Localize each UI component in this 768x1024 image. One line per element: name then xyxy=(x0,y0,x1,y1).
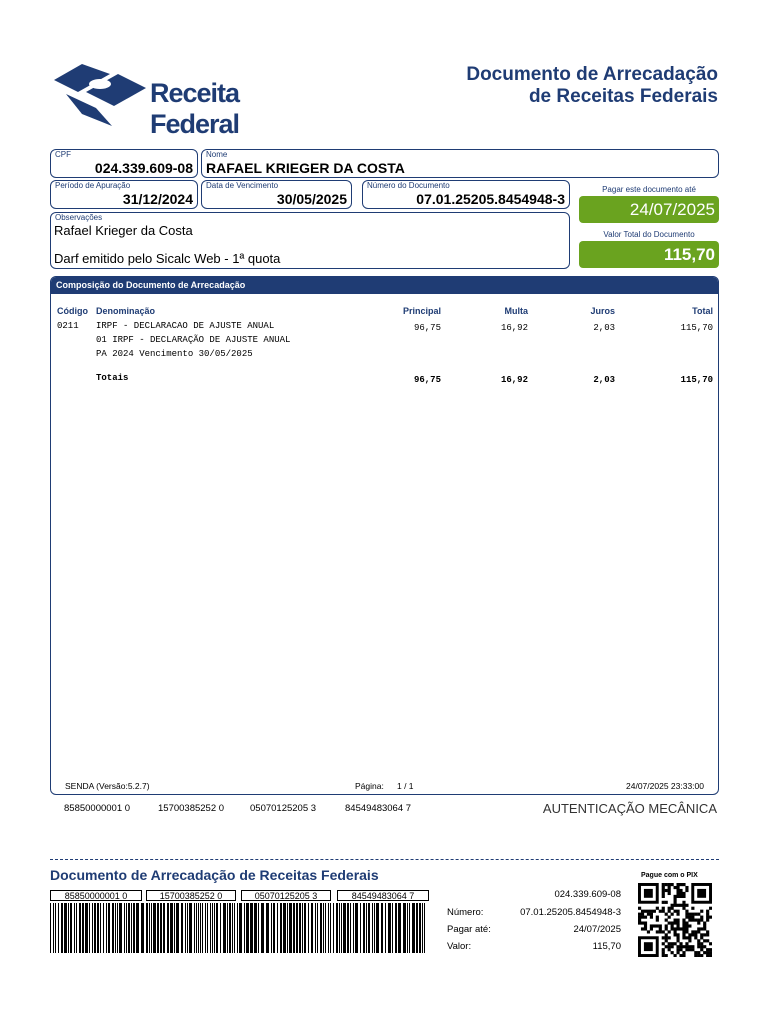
cpf-value: 024.339.609-08 xyxy=(94,160,193,176)
numero-value: 07.01.25205.8454948-3 xyxy=(416,191,565,207)
cut-line xyxy=(50,859,719,860)
stub-group-1: 85850000001 0 xyxy=(50,890,142,901)
row-denominacao-1: IRPF - DECLARACAO DE AJUSTE ANUAL xyxy=(96,321,275,331)
receita-emblem-icon xyxy=(52,62,148,126)
pix-qr-code-icon xyxy=(638,883,712,957)
pagar-ate-label: Pagar este documento até xyxy=(602,185,696,194)
stub-valor-label: Valor: xyxy=(447,941,472,952)
observacoes-line1: Rafael Krieger da Costa xyxy=(54,223,193,238)
stub-numero: 07.01.25205.8454948-3 xyxy=(520,907,621,918)
totals-total: 115,70 xyxy=(680,375,713,385)
periodo-box xyxy=(50,180,198,209)
composition-title: Composição do Documento de Arrecadação xyxy=(56,280,246,290)
periodo-label: Período de Apuração xyxy=(55,181,131,190)
stub-group-4: 84549483064 7 xyxy=(337,890,429,901)
vencimento-label: Data de Vencimento xyxy=(206,181,279,190)
col-codigo: Código xyxy=(57,306,88,316)
col-juros: Juros xyxy=(590,306,615,316)
brand-name: Receita Federal xyxy=(150,78,240,139)
vencimento-value: 30/05/2025 xyxy=(276,191,347,207)
receita-federal-logo xyxy=(52,62,332,139)
observacoes-label: Observações xyxy=(55,213,103,222)
vencimento-box xyxy=(201,180,352,209)
stub-cpf: 024.339.609-08 xyxy=(554,889,621,900)
linha-group-3: 05070125205 3 xyxy=(250,803,317,814)
doc-title-line2: de Receitas Federais xyxy=(528,86,718,107)
autenticacao-mecanica: AUTENTICAÇÃO MECÂNICA xyxy=(542,801,717,816)
page-number: 1 / 1 xyxy=(397,781,414,791)
col-denominacao: Denominação xyxy=(96,306,156,316)
nome-box xyxy=(201,149,719,178)
col-principal: Principal xyxy=(402,306,441,316)
col-total: Total xyxy=(692,306,713,316)
totals-label: Totais xyxy=(96,373,129,383)
row-total: 115,70 xyxy=(680,323,713,333)
row-juros: 2,03 xyxy=(593,323,615,333)
row-codigo: 0211 xyxy=(57,321,79,331)
numero-label: Número do Documento xyxy=(367,181,450,190)
timestamp: 24/07/2025 23:33:00 xyxy=(626,781,704,791)
stub-valor: 115,70 xyxy=(592,941,621,952)
stub-numero-label: Número: xyxy=(447,907,484,918)
stub-group-3: 05070125205 3 xyxy=(241,890,331,901)
periodo-value: 31/12/2024 xyxy=(122,191,193,207)
valor-total-value: 115,70 xyxy=(579,241,719,268)
linha-group-1: 85850000001 0 xyxy=(64,803,131,814)
pagar-ate-value: 24/07/2025 xyxy=(579,196,719,223)
composition-panel xyxy=(50,276,719,795)
stub-title: Documento de Arrecadação de Receitas Federais xyxy=(50,867,379,883)
nome-label: Nome xyxy=(206,150,228,159)
pix-label: Pague com o PIX xyxy=(641,872,698,879)
row-denominacao-3: PA 2024 Vencimento 30/05/2025 xyxy=(96,349,253,359)
numero-box xyxy=(362,180,570,209)
nome-value: RAFAEL KRIEGER DA COSTA xyxy=(206,160,405,176)
linha-group-2: 15700385252 0 xyxy=(158,803,225,814)
observacoes-line2: Darf emitido pelo Sicalc Web - 1ª quota xyxy=(54,251,281,266)
linha-group-4: 84549483064 7 xyxy=(345,803,412,814)
col-multa: Multa xyxy=(504,306,528,316)
valor-total-label: Valor Total do Documento xyxy=(603,230,695,239)
observacoes-box xyxy=(50,212,570,269)
totals-juros: 2,03 xyxy=(593,375,615,385)
stub-group-2: 15700385252 0 xyxy=(146,890,236,901)
barcode-image xyxy=(50,903,428,953)
cpf-box xyxy=(50,149,198,178)
page-label: Página: xyxy=(355,781,384,791)
cpf-label: CPF xyxy=(55,150,71,159)
totals-multa: 16,92 xyxy=(500,375,528,385)
system-version: SENDA (Versão:5.2.7) xyxy=(65,781,150,791)
row-denominacao-2: 01 IRPF - DECLARAÇÃO DE AJUSTE ANUAL xyxy=(96,335,291,345)
totals-principal: 96,75 xyxy=(413,375,441,385)
stub-pagar-ate: 24/07/2025 xyxy=(573,924,621,935)
doc-title-line1: Documento de Arrecadação xyxy=(466,64,718,85)
stub-pagar-ate-label: Pagar até: xyxy=(447,924,491,935)
row-multa: 16,92 xyxy=(500,323,528,333)
row-principal: 96,75 xyxy=(413,323,441,333)
composition-header-bar xyxy=(51,277,718,294)
